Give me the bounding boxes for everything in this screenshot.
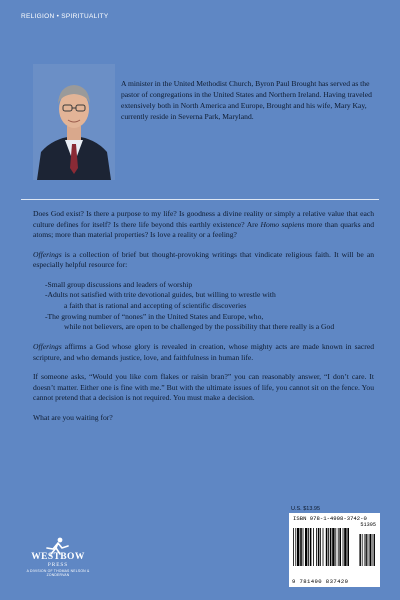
barcode-bar (330, 528, 332, 566)
description (33, 209, 374, 432)
barcode-bar (372, 534, 373, 566)
publisher-logo (20, 537, 96, 589)
barcode-bar (369, 534, 371, 566)
barcode-bar (332, 528, 334, 566)
section-divider (21, 199, 379, 200)
questions-paragraph (33, 209, 374, 241)
barcode-bar (344, 528, 346, 566)
barcode-bar (305, 528, 307, 566)
barcode-bar (373, 534, 374, 566)
barcode-bar (300, 528, 302, 566)
barcode-bar (313, 528, 314, 566)
book-title-italic: Offerings (33, 342, 62, 352)
author-portrait-image (33, 64, 115, 180)
barcode-bar (326, 528, 328, 566)
price-code: 51395 (360, 522, 376, 528)
affirms-paragraph (33, 342, 374, 363)
barcode-bar (320, 528, 321, 566)
barcode-bar (374, 534, 375, 566)
barcode-bar (335, 528, 336, 566)
barcode-bar (328, 528, 329, 566)
barcode-bars (293, 528, 377, 575)
author-bio: A minister in the United Methodist Church, Byron Paul Brought has served as the pastor of congregations in the United States and Northern Ireland. Having traveled extensively both in North America and Europe, Brought and his wife, Mary Kay, currently reside in Severna Park, Maryland. (121, 79, 372, 121)
price-label: U.S. $13.95 (291, 506, 321, 512)
author-photo (33, 64, 115, 180)
cereal-paragraph: If someone asks, “Would you like corn flakes or raisin bran?” you can reasonably answer, “I don’t care. It doesn’t matter. Either one is fine with me.” But with the ultimate issues of life, you cannot sit on the fence. You cannot pretend that a decision is not required. You must make a decision. (33, 371, 374, 403)
barcode-bar (338, 528, 339, 566)
barcode-bar (347, 528, 349, 566)
barcode-digits: 9 781490 837420 (292, 578, 349, 585)
questions-text-1: Does God exist? Is there a purpose to my life? Is goodness a divine reality or simply a relative value that each culture defines for itself? Is there life beyond this earthly existence? Are (33, 209, 374, 229)
list-item-text: -Adults not satisfied with trite devotional guides, but willing to wrestle with (45, 290, 276, 300)
audience-list (45, 280, 374, 334)
list-item-text: -The growing number of “nones” in the United States and Europe, who, (45, 311, 264, 321)
questions-text-2: more than quarks and atoms; more than material properties? Is love a reality or a feeling? (33, 219, 374, 240)
publisher-division: A DIVISION OF THOMAS NELSON & ZONDERVAN (26, 569, 90, 578)
list-item (45, 312, 374, 333)
barcode-bar (303, 528, 304, 566)
barcode-bar (295, 528, 296, 566)
category-label: RELIGION • SPIRITUALITY (21, 13, 109, 20)
barcode-bar (360, 534, 361, 566)
barcode-bar (366, 534, 367, 566)
barcode-bar (368, 534, 369, 566)
barcode-bar (364, 534, 365, 566)
barcode-bar (323, 528, 324, 566)
book-title-italic: Offerings (33, 249, 62, 259)
runner-icon (43, 537, 73, 555)
barcode-bar (362, 534, 363, 566)
barcode-bar (318, 528, 320, 566)
barcode-bar (365, 534, 366, 566)
publisher-press: PRESS (47, 562, 69, 568)
barcode-bar (310, 528, 312, 566)
barcode-bar (297, 528, 299, 566)
intro-paragraph (33, 250, 374, 271)
affirms-text: affirms a God whose glory is revealed in creation, whose mighty acts are made known in sacred scripture, and who demands justice, love, and faithfulness in human life. (33, 342, 374, 362)
barcode-bar (293, 528, 294, 566)
barcode-bar (343, 528, 344, 566)
list-item-text: -Small group discussions and leaders of worship (45, 279, 193, 289)
barcode-bar (316, 528, 317, 566)
list-item-continuation: while not believers, are open to be challenged by the possibility that there really is a God (64, 322, 335, 332)
list-item-continuation: a faith that is rational and accepting of scientific discoveries (64, 300, 247, 310)
barcode-bar (339, 528, 341, 566)
barcode (289, 513, 380, 587)
isbn-text: ISBN 978-1-4908-3742-0 (293, 515, 367, 522)
list-item (45, 290, 374, 311)
publisher-name: WESTBOW (31, 552, 85, 562)
list-item (45, 280, 374, 291)
barcode-bar (308, 528, 309, 566)
questions-emphasis: Homo sapiens (260, 219, 305, 229)
intro-text: is a collection of brief but thought-provoking writings that vindicate religious faith. It will be an especially helpful resource for: (33, 249, 374, 270)
closing-line: What are you waiting for? (33, 412, 113, 422)
barcode-bar (359, 534, 360, 566)
